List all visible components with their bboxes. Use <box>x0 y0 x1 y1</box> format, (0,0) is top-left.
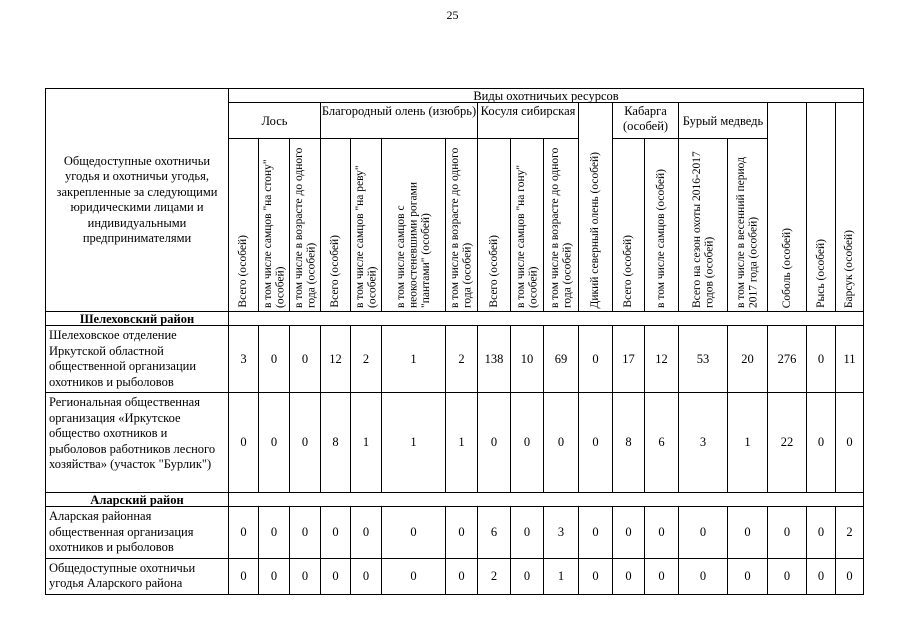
cell-value: 1 <box>382 393 446 493</box>
cell-value: 0 <box>728 507 768 559</box>
cell-value: 276 <box>768 326 807 393</box>
cell-value: 0 <box>679 507 728 559</box>
cell-value: 0 <box>728 558 768 594</box>
org-name: Аларская районная общественная организация охотников и рыболовов <box>46 507 229 559</box>
cell-value: 0 <box>511 507 544 559</box>
cell-value: 0 <box>807 558 836 594</box>
cell-value: 2 <box>351 326 382 393</box>
cell-value: 2 <box>446 326 478 393</box>
cell-value: 2 <box>478 558 511 594</box>
cell-value: 0 <box>351 507 382 559</box>
cell-value: 0 <box>579 326 613 393</box>
table-row <box>46 507 864 559</box>
cell-value: 6 <box>478 507 511 559</box>
table-row <box>46 558 864 594</box>
group-olen: Благородный олень (изюбрь) <box>321 103 478 139</box>
cell-value: 2 <box>836 507 864 559</box>
cell-value: 0 <box>321 507 351 559</box>
cell-value: 0 <box>446 558 478 594</box>
col-los-young: в том числе в возрасте до одного года (особей) <box>290 139 321 312</box>
org-name: Региональная общественная организация «Иркутское общество охотников и рыболовов работников лесного хозяйства» (участок "Бурлик") <box>46 393 229 493</box>
cell-value: 0 <box>511 393 544 493</box>
cell-value: 0 <box>259 558 290 594</box>
cell-value: 11 <box>836 326 864 393</box>
org-name: Шелеховское отделение Иркутской областной общественной организации охотников и рыболовов <box>46 326 229 393</box>
cell-value: 0 <box>544 393 579 493</box>
cell-value: 0 <box>321 558 351 594</box>
cell-value: 1 <box>728 393 768 493</box>
col-kos-total: Всего (особей) <box>478 139 511 312</box>
cell-value: 0 <box>807 507 836 559</box>
cell-value: 0 <box>579 507 613 559</box>
cell-value: 0 <box>229 393 259 493</box>
cell-value: 1 <box>382 326 446 393</box>
cell-value: 0 <box>290 326 321 393</box>
col-kos-males: в том числе самцов "на гону" (особей) <box>511 139 544 312</box>
cell-value: 20 <box>728 326 768 393</box>
cell-value: 0 <box>579 393 613 493</box>
col-los-males: в том числе самцов "на стону" (особей) <box>259 139 290 312</box>
cell-value: 8 <box>321 393 351 493</box>
header-row-top <box>46 89 864 103</box>
cell-value: 12 <box>321 326 351 393</box>
col-med-spring: в том числе в весенний период 2017 года (особей) <box>728 139 768 312</box>
cell-value: 0 <box>229 558 259 594</box>
col-los-total: Всего (особей) <box>229 139 259 312</box>
district-row <box>46 312 864 326</box>
group-kabarga: Кабарга (особей) <box>613 103 679 139</box>
cell-value: 0 <box>478 393 511 493</box>
cell-value: 0 <box>836 558 864 594</box>
cell-value: 0 <box>807 393 836 493</box>
resources-group-title: Виды охотничьих ресурсов <box>229 89 864 103</box>
col-kab-males: в том числе самцов (особей) <box>645 139 679 312</box>
cell-value: 8 <box>613 393 645 493</box>
cell-value: 0 <box>290 393 321 493</box>
row-label-header: Общедоступные охотничьи угодья и охотничьи угодья, закрепленные за следующими юридическими лицами и индивидуальными предпринимателями <box>46 89 229 312</box>
cell-value: 138 <box>478 326 511 393</box>
cell-value: 3 <box>679 393 728 493</box>
col-kab-total: Всего (особей) <box>613 139 645 312</box>
table-row <box>46 326 864 393</box>
cell-value: 0 <box>645 558 679 594</box>
cell-value: 0 <box>613 558 645 594</box>
col-sobol: Соболь (особей) <box>768 103 807 312</box>
col-dikiy-olen: Дикий северный олень (особей) <box>579 103 613 312</box>
cell-value: 6 <box>645 393 679 493</box>
page-number: 25 <box>446 8 459 22</box>
cell-value: 53 <box>679 326 728 393</box>
col-olen-panty: в том числе самцов с неокостеневшими рогами "пантами" (особей) <box>382 139 446 312</box>
col-med-season: Всего на сезон охоты 2016-2017 годов (особей) <box>679 139 728 312</box>
cell-value: 0 <box>351 558 382 594</box>
cell-value: 17 <box>613 326 645 393</box>
cell-value: 0 <box>579 558 613 594</box>
col-barsuk: Барсук (особей) <box>836 103 864 312</box>
cell-value: 12 <box>645 326 679 393</box>
org-name: Общедоступные охотничьи угодья Аларского района <box>46 558 229 594</box>
cell-value: 3 <box>544 507 579 559</box>
cell-value: 0 <box>836 393 864 493</box>
cell-value: 1 <box>446 393 478 493</box>
cell-value: 0 <box>768 507 807 559</box>
cell-value: 0 <box>229 507 259 559</box>
col-olen-total: Всего (особей) <box>321 139 351 312</box>
cell-value: 0 <box>807 326 836 393</box>
group-los: Лось <box>229 103 321 139</box>
group-kosulya: Косуля сибирская <box>478 103 579 139</box>
col-kos-young: в том числе в возрасте до одного года (особей) <box>544 139 579 312</box>
district-title: Аларский район <box>46 493 229 507</box>
cell-value: 0 <box>290 558 321 594</box>
cell-value: 0 <box>259 326 290 393</box>
hunting-resources-table <box>45 88 864 595</box>
table-row <box>46 393 864 493</box>
col-olen-males: в том числе самцов "на реву" (особей) <box>351 139 382 312</box>
cell-value: 0 <box>382 507 446 559</box>
cell-value: 0 <box>382 558 446 594</box>
cell-value: 0 <box>259 393 290 493</box>
cell-value: 1 <box>544 558 579 594</box>
col-rys: Рысь (особей) <box>807 103 836 312</box>
district-row <box>46 493 864 507</box>
cell-value: 0 <box>768 558 807 594</box>
cell-value: 0 <box>645 507 679 559</box>
district-title: Шелеховский район <box>46 312 229 326</box>
cell-value: 22 <box>768 393 807 493</box>
cell-value: 0 <box>446 507 478 559</box>
cell-value: 0 <box>290 507 321 559</box>
cell-value: 10 <box>511 326 544 393</box>
group-medved: Бурый медведь <box>679 103 768 139</box>
cell-value: 0 <box>679 558 728 594</box>
col-olen-young: в том числе в возрасте до одного года (особей) <box>446 139 478 312</box>
cell-value: 3 <box>229 326 259 393</box>
cell-value: 69 <box>544 326 579 393</box>
cell-value: 0 <box>511 558 544 594</box>
cell-value: 1 <box>351 393 382 493</box>
cell-value: 0 <box>259 507 290 559</box>
cell-value: 0 <box>613 507 645 559</box>
